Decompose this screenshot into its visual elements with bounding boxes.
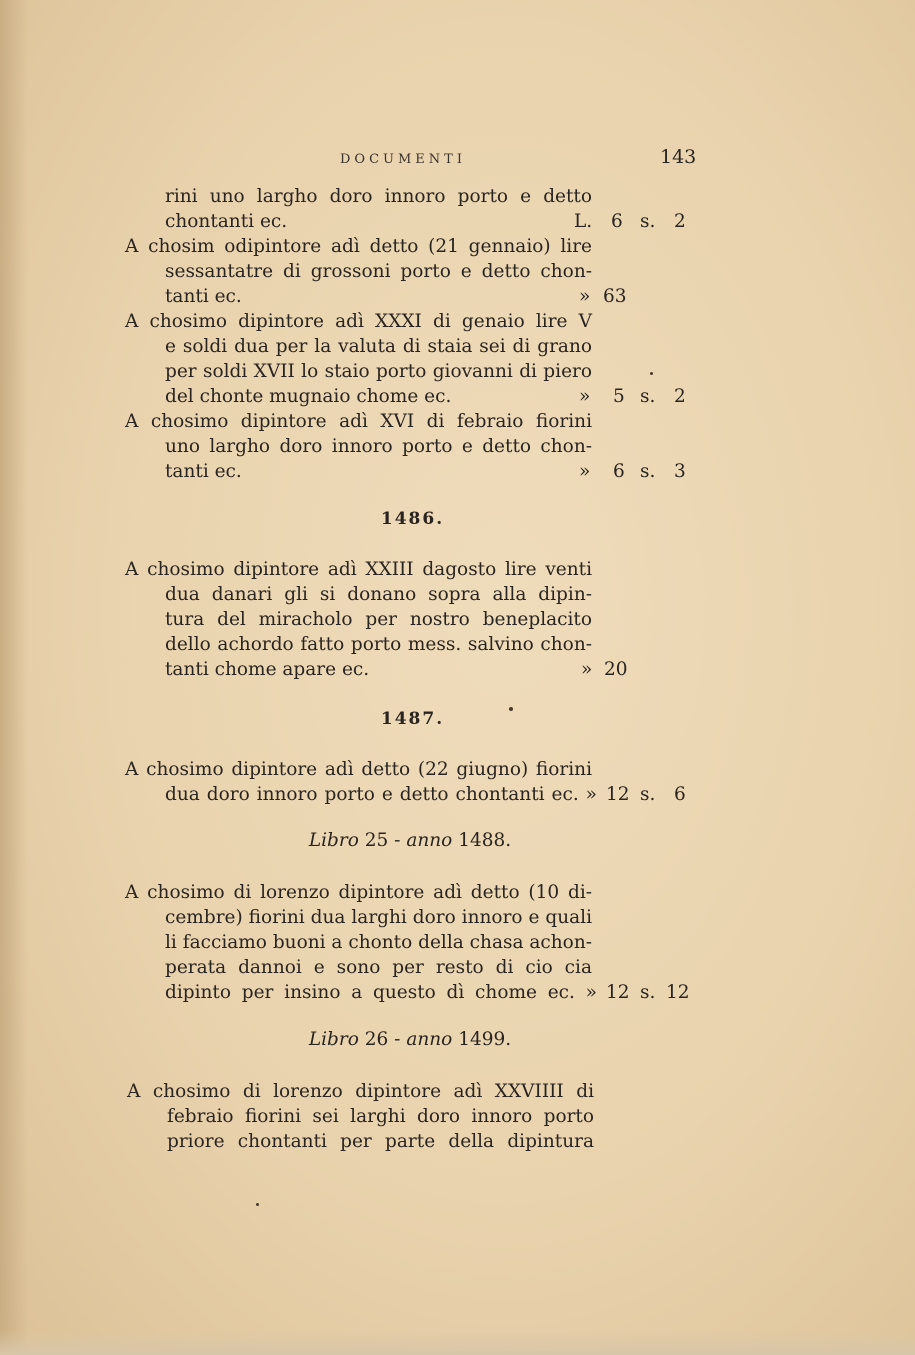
amount-soldi: 12 <box>666 982 690 1003</box>
page-number: 143 <box>660 146 697 168</box>
amount-lire: 12 <box>606 784 630 805</box>
amount-mark: » <box>579 461 591 482</box>
amount-lire: 20 <box>604 659 628 680</box>
amount-soldi: 2 <box>674 386 686 407</box>
entry-line: sessantatre di grossoni porto e detto chon- <box>165 261 592 282</box>
entry-line: tura del miracholo per nostro beneplacito <box>165 609 592 630</box>
entry-line: dua danari gli si donano sopra alla dipin- <box>165 584 592 605</box>
ink-speck <box>650 372 653 375</box>
libro-heading <box>0 1029 820 1050</box>
entry-line: A chosimo dipintore adì XXIII dagosto lire venti <box>125 559 592 580</box>
page-header <box>0 146 915 172</box>
anno-label: anno <box>406 1029 453 1050</box>
amount-soldi-label: s. <box>640 211 656 232</box>
amount-lire: 6 <box>613 461 625 482</box>
year-heading: 1487. <box>380 709 445 729</box>
amount-currency: L. <box>574 211 593 232</box>
amount-lire: 6 <box>611 211 623 232</box>
amount-lire: 63 <box>603 286 627 307</box>
entry-line: A chosimo di lorenzo dipintore adì detto (10 di- <box>125 882 592 903</box>
entry-line: li facciamo buoni a chonto della chasa achon- <box>165 932 592 953</box>
entry-line: chontanti ec. <box>165 211 288 232</box>
entry-line: A chosim odipintore adì detto (21 gennaio) lire <box>125 236 592 257</box>
libro-number: 26 <box>364 1029 389 1050</box>
entry-line: uno largho doro innoro porto e detto chon- <box>165 436 592 457</box>
entry-line: cembre) fiorini dua larghi doro innoro e quali <box>165 907 592 928</box>
anno-label: anno <box>406 830 453 851</box>
ink-speck <box>256 1203 259 1206</box>
entry-line: e soldi dua per la valuta di staia sei di grano <box>165 336 592 357</box>
page-edge-shadow <box>0 0 28 1355</box>
libro-label: Libro <box>308 830 359 851</box>
entry-line: dipinto per insino a questo dì chome ec. » <box>165 982 597 1003</box>
amount-soldi-label: s. <box>640 982 656 1003</box>
libro-dash: - <box>394 1029 401 1050</box>
amount-mark: » <box>579 286 591 307</box>
amount-mark: » <box>581 659 593 680</box>
libro-year: 1499. <box>458 1029 512 1050</box>
amount-soldi-label: s. <box>640 784 656 805</box>
libro-number: 25 <box>364 830 389 851</box>
libro-year: 1488. <box>458 830 512 851</box>
entry-line: dua doro innoro porto e detto chontanti ec. » <box>165 784 597 805</box>
entry-line: A chosimo dipintore adì XVI di febraio fiorini <box>125 411 592 432</box>
entry-line: perata dannoi e sono per resto di cio cia <box>165 957 592 978</box>
running-head: DOCUMENTI <box>340 152 466 167</box>
amount-soldi-label: s. <box>640 386 656 407</box>
entry-line: A chosimo dipintore adì detto (22 giugno) fiorini <box>125 759 592 780</box>
entry-line: rini uno largho doro innoro porto e detto <box>165 186 592 207</box>
libro-label: Libro <box>308 1029 359 1050</box>
year-heading: 1486. <box>380 509 445 529</box>
entry-line: febraio fiorini sei larghi doro innoro porto <box>167 1106 594 1127</box>
amount-soldi-label: s. <box>640 461 656 482</box>
entry-line: A chosimo di lorenzo dipintore adì XXVIIII di <box>127 1081 594 1102</box>
entry-line: tanti ec. <box>165 286 242 307</box>
entry-line: tanti ec. <box>165 461 242 482</box>
amount-mark: » <box>579 386 591 407</box>
page-bottom-edge <box>0 1330 915 1355</box>
amount-soldi: 3 <box>674 461 686 482</box>
entry-line: del chonte mugnaio chome ec. <box>165 386 452 407</box>
entry-line: priore chontanti per parte della dipintura <box>167 1131 594 1152</box>
amount-lire: 12 <box>606 982 630 1003</box>
entry-line: A chosimo dipintore adì XXXI di genaio lire V <box>125 311 592 332</box>
amount-soldi: 2 <box>674 211 686 232</box>
amount-soldi: 6 <box>674 784 686 805</box>
ink-speck <box>509 707 513 711</box>
amount-lire: 5 <box>613 386 625 407</box>
entry-line: per soldi XVII lo staio porto giovanni di piero <box>165 361 592 382</box>
libro-dash: - <box>394 830 401 851</box>
entry-line: tanti chome apare ec. <box>165 659 370 680</box>
libro-heading <box>0 830 820 851</box>
entry-line: dello achordo fatto porto mess. salvino chon- <box>165 634 592 655</box>
